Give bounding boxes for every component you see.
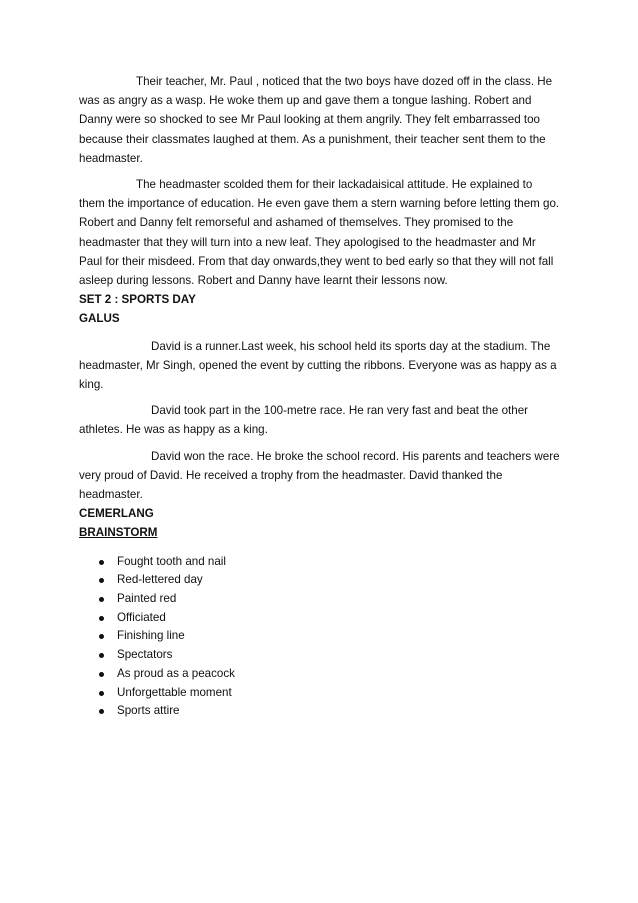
list-item	[79, 665, 561, 684]
list-item	[79, 627, 561, 646]
bullet-icon	[99, 616, 104, 621]
list-item	[79, 702, 561, 721]
bullet-icon	[99, 691, 104, 696]
brainstorm-list	[79, 553, 561, 721]
sports-paragraph-3: David won the race. He broke the school record. His parents and teachers were very proud of David. He received a trophy from the headmaster. David thanked the headmaster.	[79, 449, 560, 502]
bullet-icon	[99, 672, 104, 677]
list-item-text: Spectators	[117, 648, 173, 662]
list-item-text: Painted red	[117, 592, 177, 606]
bullet-icon	[99, 560, 104, 565]
sports-paragraph-1: David is a runner.Last week, his school held its sports day at the stadium. The headmaster, Mr Singh, opened the event by cutting the ribbons. Everyone was as happy as a king.	[79, 339, 557, 392]
bullet-icon	[99, 653, 104, 658]
story-paragraph-1: Their teacher, Mr. Paul , noticed that the two boys have dozed off in the class. He was as angry as a wasp. He woke them up and gave them a tongue lashing. Robert and Danny were so shocked to see Mr Paul looking at them angrily. They felt embarrassed too because their classmates laughed at them. As a punishment, their teacher sent them to the headmaster.	[79, 75, 553, 165]
bullet-icon	[99, 597, 104, 602]
list-item	[79, 553, 561, 572]
list-item	[79, 609, 561, 628]
bullet-icon	[99, 634, 104, 639]
list-item	[79, 571, 561, 590]
bullet-icon	[99, 709, 104, 714]
list-item-text: Unforgettable moment	[117, 685, 232, 699]
list-item-text: Officiated	[117, 610, 166, 624]
list-item	[79, 646, 561, 665]
list-item-text: Fought tooth and nail	[117, 554, 226, 568]
galus-label: GALUS	[79, 312, 120, 326]
story-paragraph-2: The headmaster scolded them for their lackadaisical attitude. He explained to them the importance of education. He even gave them a stern warning before letting them go. Robert and Danny felt remorseful and ashamed of themselves. They promised to the headmaster that they will turn into a new leaf. They apologised to the headmaster and Mr Paul for their misdeed. From that day onwards,they went to bed early so that they will not fall asleep during lessons. Robert and Danny have learnt their lessons now.	[79, 178, 560, 288]
brainstorm-label: BRAINSTORM	[79, 526, 158, 540]
bullet-icon	[99, 578, 104, 583]
list-item-text: Finishing line	[117, 629, 185, 643]
document-page	[79, 72, 561, 721]
sports-paragraph-2: David took part in the 100-metre race. He ran very fast and beat the other athletes. He was as happy as a king.	[79, 404, 529, 437]
list-item	[79, 590, 561, 609]
list-item-text: Sports attire	[117, 704, 180, 718]
list-item-text: As proud as a peacock	[117, 666, 235, 680]
section-title: SET 2 : SPORTS DAY	[79, 293, 196, 307]
list-item	[79, 684, 561, 703]
list-item-text: Red-lettered day	[117, 573, 203, 587]
cemerlang-label: CEMERLANG	[79, 507, 154, 521]
